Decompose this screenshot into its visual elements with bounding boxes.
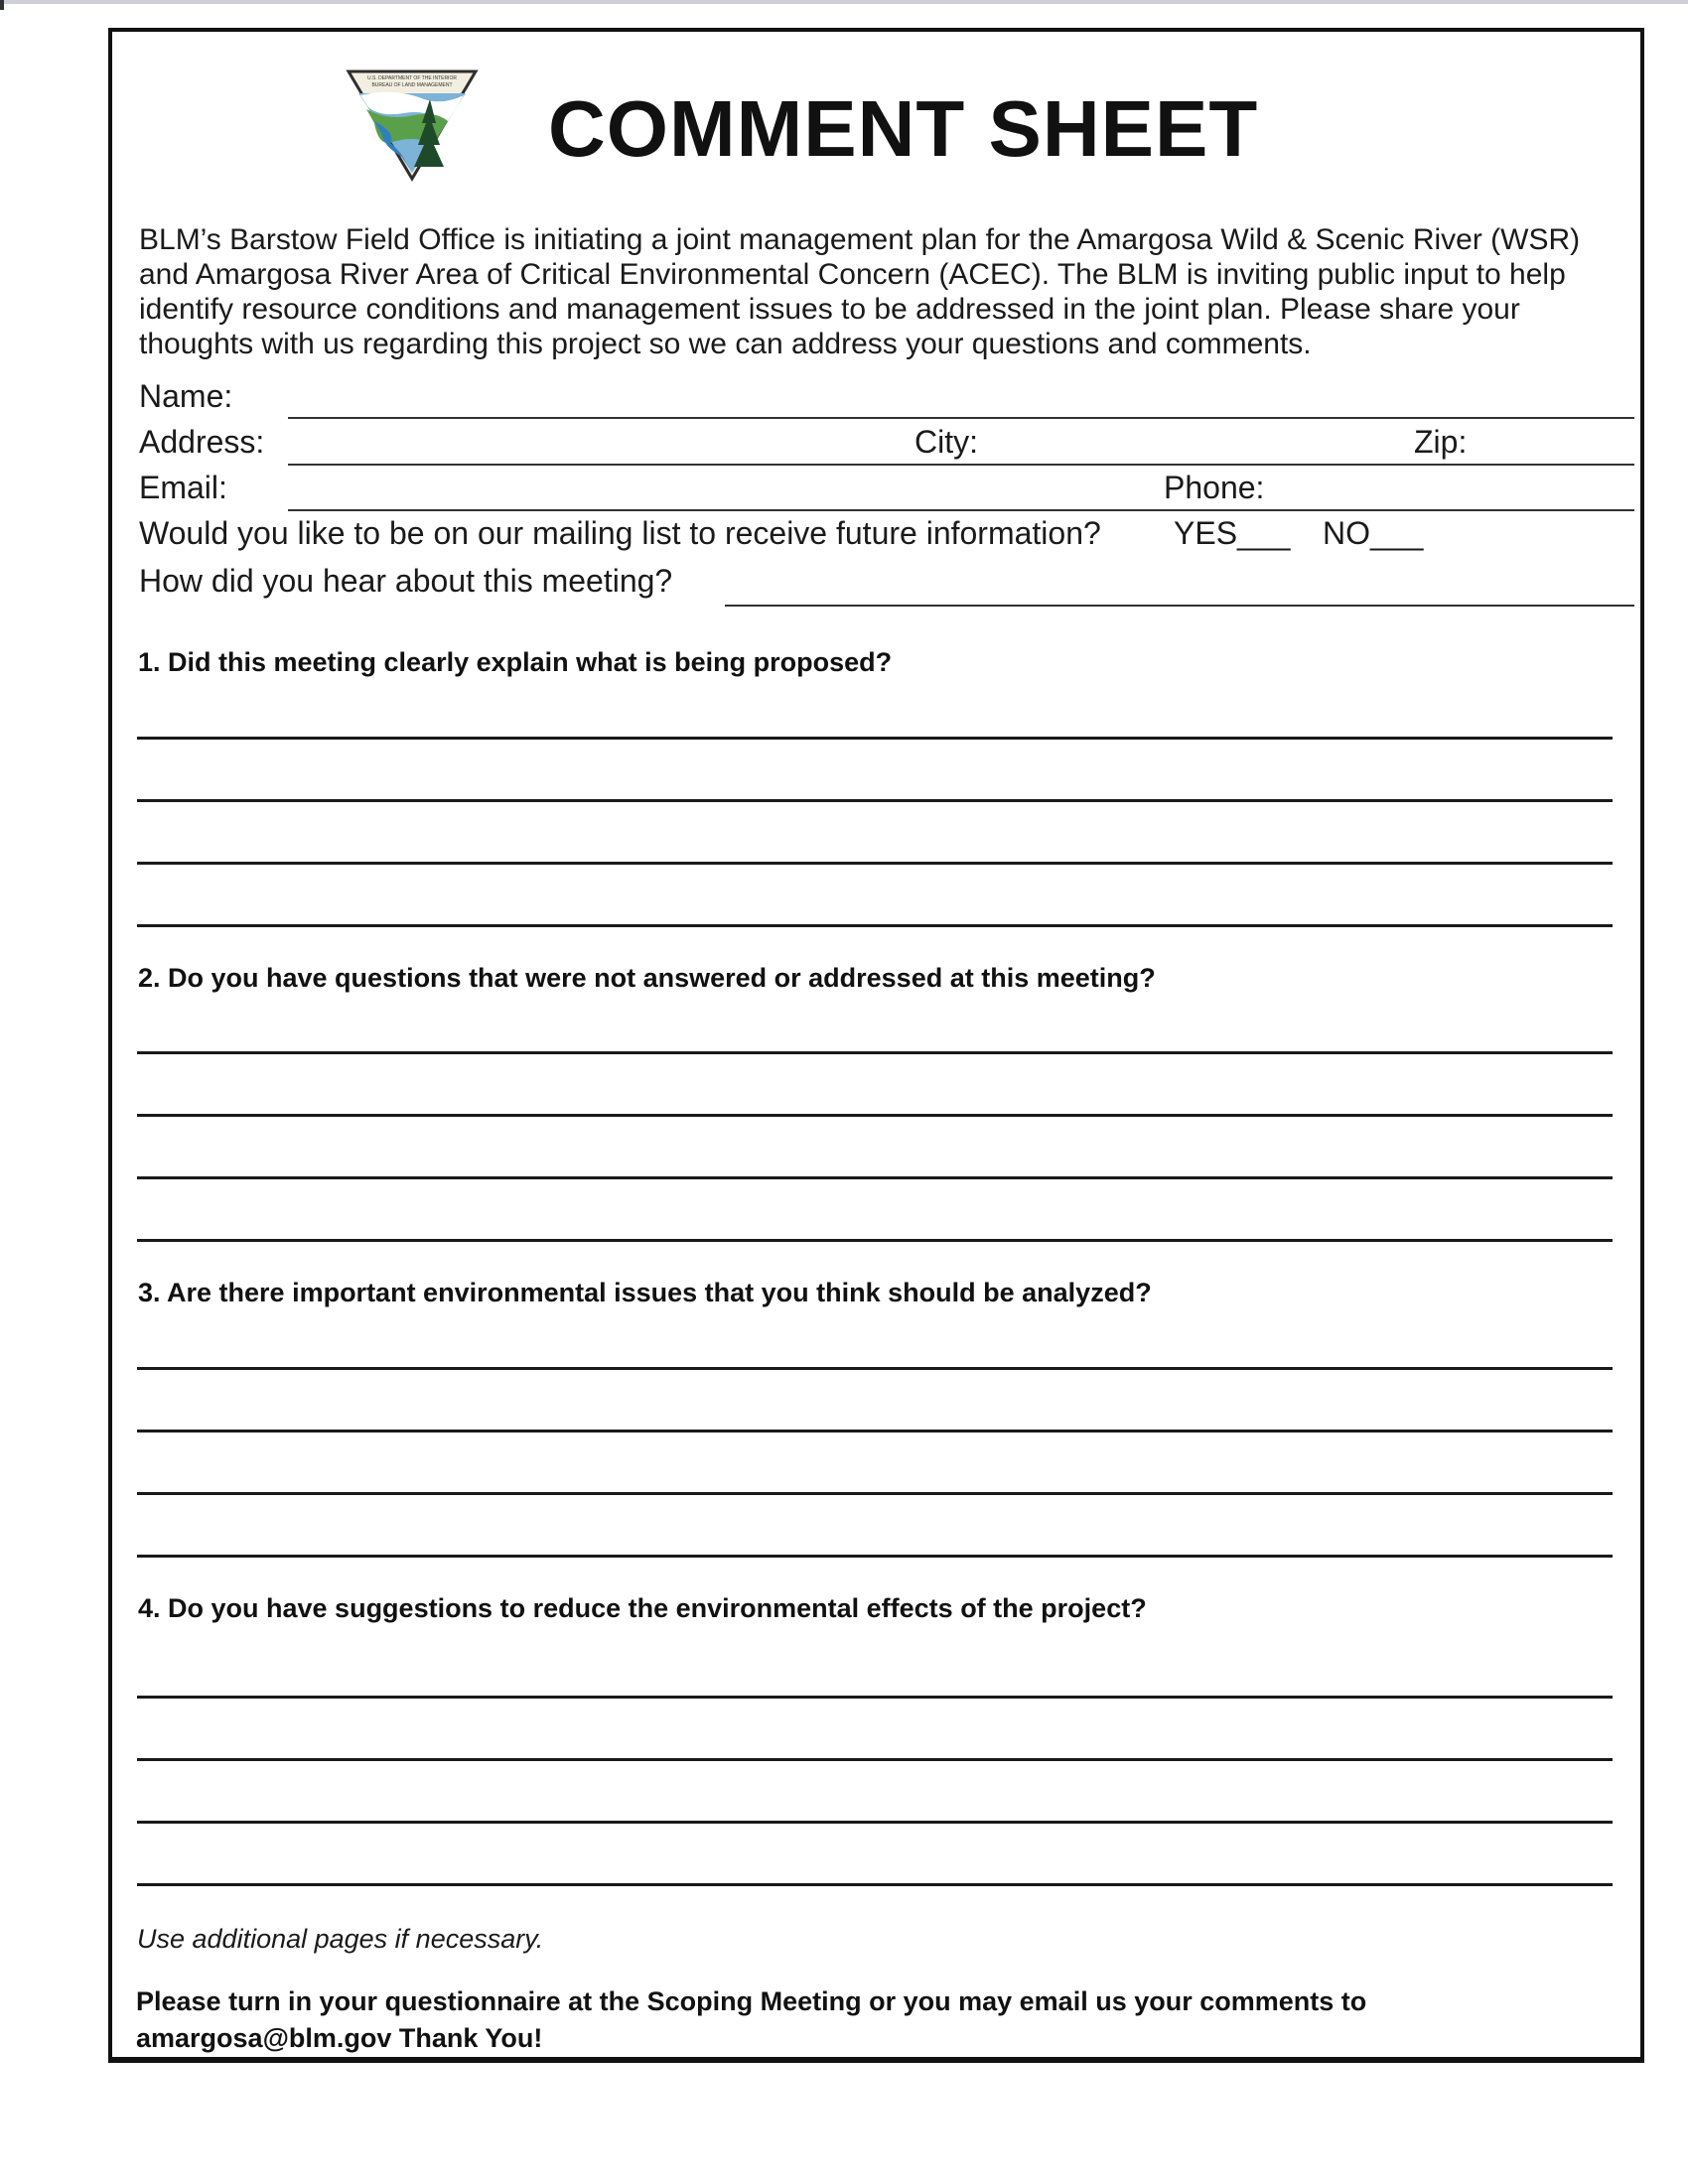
intro-paragraph: BLM’s Barstow Field Office is initiating a joint management plan for the Amargosa Wild & Scenic River (WSR) and Amargosa River Area of Critical Environmental Concern (ACEC). The BLM is inviting public input to help identify resource conditions and management issues to be addressed in the joint plan. Please share your thoughts with us regarding this project so we can address your questions and comments. — [139, 223, 1581, 360]
question-1: 1. Did this meeting clearly explain what is being proposed? — [138, 647, 893, 677]
address-label: Address: — [139, 424, 265, 460]
answer-line-2-2[interactable] — [137, 1114, 1613, 1117]
answer-line-3-2[interactable] — [137, 1430, 1613, 1433]
answer-line-4-2[interactable] — [137, 1758, 1613, 1761]
answer-line-2-4[interactable] — [137, 1239, 1613, 1242]
svg-text:U.S. DEPARTMENT OF THE INTERIO: U.S. DEPARTMENT OF THE INTERIOR — [367, 75, 457, 81]
answer-line-3-1[interactable] — [137, 1367, 1613, 1370]
answer-line-4-3[interactable] — [137, 1821, 1613, 1824]
address-field[interactable] — [288, 464, 1634, 466]
yes-option[interactable]: YES___ — [1174, 515, 1291, 551]
svg-text:BUREAU OF LAND MANAGEMENT: BUREAU OF LAND MANAGEMENT — [371, 82, 453, 88]
phone-label: Phone: — [1164, 470, 1265, 505]
answer-line-1-3[interactable] — [137, 862, 1613, 865]
closing-line-2: amargosa@blm.gov Thank You! — [136, 2023, 543, 2053]
no-option[interactable]: NO___ — [1323, 515, 1424, 551]
answer-line-3-4[interactable] — [137, 1555, 1613, 1558]
page-title: COMMENT SHEET — [548, 84, 1259, 173]
answer-line-4-4[interactable] — [137, 1883, 1613, 1886]
closing-line-1: Please turn in your questionnaire at the Scoping Meeting or you may email us your comments to — [136, 1986, 1367, 2016]
answer-line-4-1[interactable] — [137, 1696, 1613, 1699]
city-label: City: — [914, 424, 978, 460]
question-2: 2. Do you have questions that were not answered or addressed at this meeting? — [138, 963, 1156, 993]
additional-pages-note: Use additional pages if necessary. — [137, 1924, 544, 1954]
answer-line-1-1[interactable] — [137, 737, 1613, 740]
blm-logo-icon — [345, 66, 480, 183]
answer-line-1-4[interactable] — [137, 924, 1613, 927]
answer-line-1-2[interactable] — [137, 799, 1613, 802]
mailing-list-question: Would you like to be on our mailing list to receive future information? — [139, 515, 1101, 551]
question-4: 4. Do you have suggestions to reduce the environmental effects of the project? — [138, 1593, 1147, 1623]
question-3: 3. Are there important environmental issues that you think should be analyzed? — [138, 1278, 1152, 1307]
zip-label: Zip: — [1414, 424, 1468, 460]
closing-instructions — [136, 1983, 1546, 2057]
answer-line-3-3[interactable] — [137, 1492, 1613, 1495]
name-field[interactable] — [288, 417, 1634, 419]
email-label: Email: — [139, 470, 227, 505]
hear-about-field[interactable] — [725, 605, 1634, 607]
answer-line-2-3[interactable] — [137, 1176, 1613, 1179]
hear-about-question: How did you hear about this meeting? — [139, 563, 673, 599]
scan-mark — [0, 0, 4, 10]
answer-line-2-1[interactable] — [137, 1051, 1613, 1054]
scan-top-edge — [0, 0, 1688, 4]
email-field[interactable] — [288, 509, 1634, 511]
name-label: Name: — [139, 378, 233, 414]
